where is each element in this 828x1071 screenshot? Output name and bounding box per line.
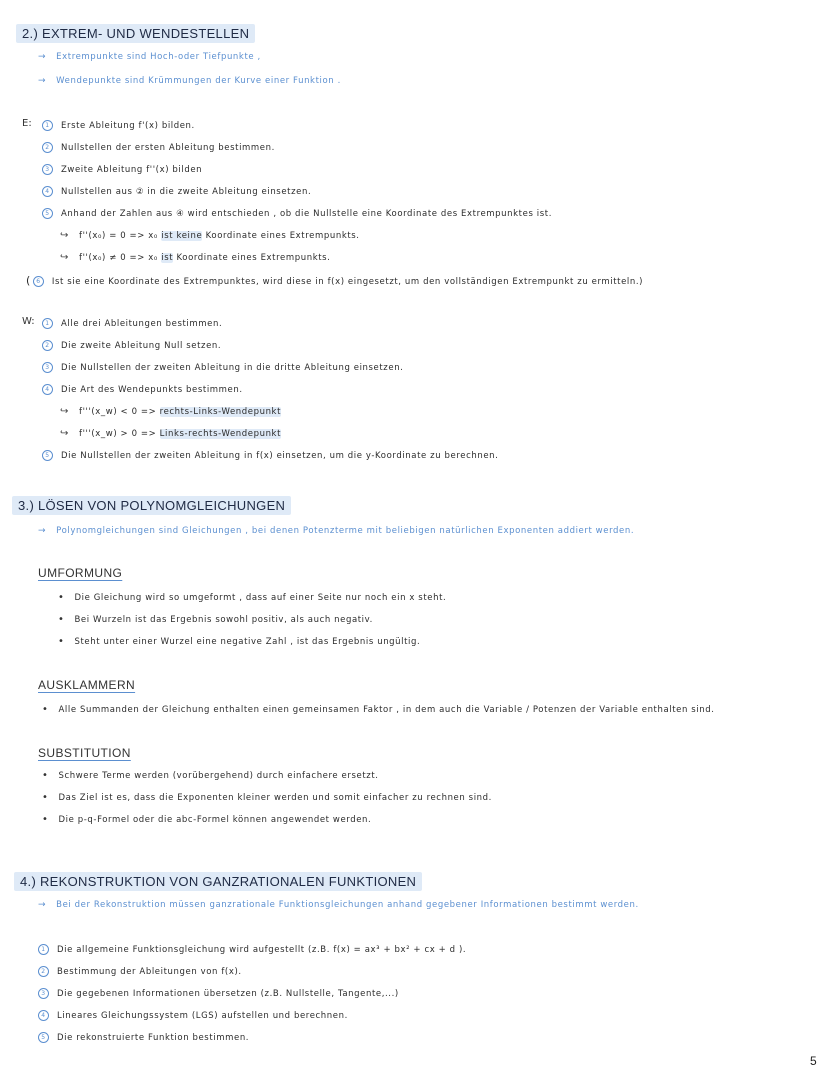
hook-arrow-icon: ↪	[60, 252, 69, 263]
e-label: E:	[22, 118, 32, 129]
w-label: W:	[22, 316, 35, 327]
w-step-5: 5 Die Nullstellen der zweiten Ableitung in f(x) einsetzen, um die y-Koordinate zu berechnen.	[42, 450, 498, 461]
circle-number-icon: 4	[42, 384, 53, 395]
e-step-6: ( 6 Ist sie eine Koordinate des Extrempunktes, wird diese in f(x) eingesetzt, um den vollständigen Extrempunkt zu ermitteln.)	[26, 274, 644, 287]
list-item: • Die p-q-Formel oder die abc-Formel können angewendet werden.	[42, 814, 372, 825]
arrow-right-icon: →	[38, 526, 47, 536]
e-step: 2 Nullstellen der ersten Ableitung bestimmen.	[42, 142, 275, 153]
e-case: ↪ f''(x₀) ≠ 0 => x₀ ist Koordinate eines Extrempunkts.	[60, 252, 331, 263]
circle-number-icon: 4	[42, 186, 53, 197]
w-case: ↪ f'''(x_w) < 0 => rechts-Links-Wendepunkt	[60, 406, 282, 417]
hook-arrow-icon: ↪	[60, 230, 69, 241]
note-line: → Bei der Rekonstruktion müssen ganzrationale Funktionsgleichungen anhand gegebener Informationen bestimmt werden.	[38, 900, 639, 910]
e-step: 5 Anhand der Zahlen aus ④ wird entschieden , ob die Nullstelle eine Koordinate des Extrempunktes ist.	[42, 208, 552, 219]
circle-number-icon: 5	[42, 450, 53, 461]
e-step: 4 Nullstellen aus ② in die zweite Ableitung einsetzen.	[42, 186, 311, 197]
circle-number-icon: 5	[38, 1032, 49, 1043]
circle-number-icon: 5	[42, 208, 53, 219]
circle-number-icon: 4	[38, 1010, 49, 1021]
circle-number-icon: 2	[42, 142, 53, 153]
r-step: 2 Bestimmung der Ableitungen von f(x).	[38, 966, 242, 977]
note-line: → Polynomgleichungen sind Gleichungen , bei denen Potenzterme mit beliebigen natürlichen Exponenten addiert werden.	[38, 526, 635, 536]
e-step: 3 Zweite Ableitung f''(x) bilden	[42, 164, 202, 175]
w-case: ↪ f'''(x_w) > 0 => Links-rechts-Wendepunkt	[60, 428, 282, 439]
note-line: → Extrempunkte sind Hoch-oder Tiefpunkte ,	[38, 52, 261, 62]
w-step: 4 Die Art des Wendepunkts bestimmen.	[42, 384, 243, 395]
ausklammern-title: AUSKLAMMERN	[38, 678, 136, 692]
circle-number-icon: 1	[42, 120, 53, 131]
list-item: • Bei Wurzeln ist das Ergebnis sowohl positiv, als auch negativ.	[58, 614, 373, 625]
list-item: • Schwere Terme werden (vorübergehend) durch einfachere ersetzt.	[42, 770, 379, 781]
list-item: • Die Gleichung wird so umgeformt , dass auf einer Seite nur noch ein x steht.	[58, 592, 447, 603]
circle-number-icon: 6	[33, 276, 44, 287]
e-step: 1 Erste Ableitung f'(x) bilden.	[42, 120, 195, 131]
r-step: 3 Die gegebenen Informationen übersetzen (z.B. Nullstelle, Tangente,...)	[38, 988, 399, 999]
circle-number-icon: 3	[38, 988, 49, 999]
page-number: 5	[810, 1054, 817, 1068]
section-3-title: 3.) LÖSEN VON POLYNOMGLEICHUNGEN	[12, 496, 291, 515]
note-line: → Wendepunkte sind Krümmungen der Kurve einer Funktion .	[38, 76, 341, 86]
circle-number-icon: 1	[42, 318, 53, 329]
circle-number-icon: 2	[38, 966, 49, 977]
list-item: • Steht unter einer Wurzel eine negative Zahl , ist das Ergebnis ungültig.	[58, 636, 421, 647]
list-item: • Alle Summanden der Gleichung enthalten einen gemeinsamen Faktor , in dem auch die Variable / Potenzen der Variable enthalten sind.	[42, 704, 715, 715]
r-step: 1 Die allgemeine Funktionsgleichung wird aufgestellt (z.B. f(x) = ax³ + bx² + cx + d ).	[38, 944, 466, 955]
section-2-title: 2.) EXTREM- UND WENDESTELLEN	[16, 24, 255, 43]
umformung-title: UMFORMUNG	[38, 566, 123, 580]
arrow-right-icon: →	[38, 52, 47, 62]
circle-number-icon: 3	[42, 362, 53, 373]
list-item: • Das Ziel ist es, dass die Exponenten kleiner werden und somit einfacher zu rechnen sind.	[42, 792, 492, 803]
arrow-right-icon: →	[38, 76, 47, 86]
circle-number-icon: 2	[42, 340, 53, 351]
e-case: ↪ f''(x₀) = 0 => x₀ ist keine Koordinate eines Extrempunkts.	[60, 230, 360, 241]
w-step: 2 Die zweite Ableitung Null setzen.	[42, 340, 221, 351]
hook-arrow-icon: ↪	[60, 428, 69, 439]
circle-number-icon: 3	[42, 164, 53, 175]
r-step: 5 Die rekonstruierte Funktion bestimmen.	[38, 1032, 249, 1043]
section-4-title: 4.) REKONSTRUKTION VON GANZRATIONALEN FUNKTIONEN	[14, 872, 422, 891]
r-step: 4 Lineares Gleichungssystem (LGS) aufstellen und berechnen.	[38, 1010, 348, 1021]
w-step: 1 Alle drei Ableitungen bestimmen.	[42, 318, 222, 329]
hook-arrow-icon: ↪	[60, 406, 69, 417]
circle-number-icon: 1	[38, 944, 49, 955]
substitution-title: SUBSTITUTION	[38, 746, 131, 760]
arrow-right-icon: →	[38, 900, 47, 910]
w-step: 3 Die Nullstellen der zweiten Ableitung in die dritte Ableitung einsetzen.	[42, 362, 404, 373]
